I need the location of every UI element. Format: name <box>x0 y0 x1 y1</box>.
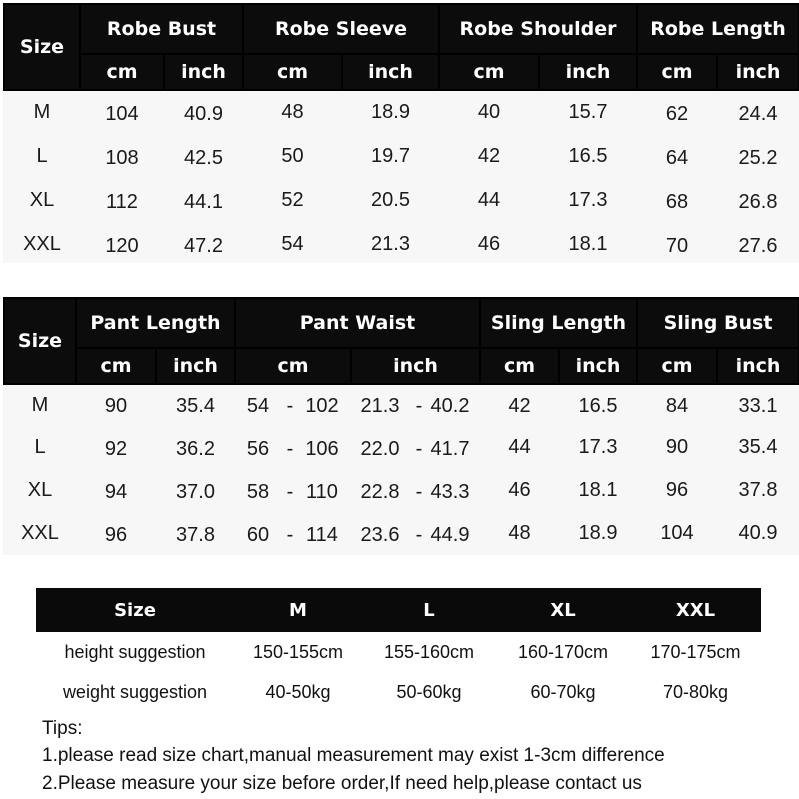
cell: 50-60kg <box>396 681 462 702</box>
table3-header-l: L <box>362 588 496 632</box>
cell: 54 <box>281 232 304 255</box>
cell: 21.3 <box>360 394 400 417</box>
cell: 96 <box>104 523 128 546</box>
cell: 18.9 <box>371 100 410 123</box>
cell: 37.8 <box>738 478 778 501</box>
cell: 27.6 <box>738 234 778 257</box>
cell: 18.9 <box>578 521 618 544</box>
table3-header-xxl: XXL <box>630 588 761 632</box>
tips-line: 1.please read size chart,manual measurement may exist 1-3cm difference <box>42 745 665 766</box>
cell: 155-160cm <box>383 641 475 662</box>
table2-unit-inch: inch <box>157 349 234 383</box>
cell: 22.0 <box>360 437 400 460</box>
cell: 35.4 <box>176 394 215 417</box>
cell: 110 <box>306 480 338 503</box>
cell: 64 <box>665 146 689 169</box>
table1-header-robe-sleeve: Robe Sleeve <box>244 5 438 53</box>
cell: 150-155cm <box>252 641 344 662</box>
cell: 62 <box>665 102 689 125</box>
range-dash: - <box>286 437 294 460</box>
cell: 42 <box>508 394 531 417</box>
range-dash: - <box>286 394 294 417</box>
table3-header-size: Size <box>36 588 234 632</box>
cell: 42.5 <box>184 146 223 169</box>
cell: 37.0 <box>176 480 215 503</box>
cell: 40.9 <box>184 102 223 125</box>
cell: 46 <box>508 478 531 501</box>
cell: 18.1 <box>578 478 618 501</box>
cell: 40.2 <box>430 394 470 417</box>
table2-header-sling-bust: Sling Bust <box>638 299 798 347</box>
range-dash: - <box>415 523 423 546</box>
cell: 114 <box>306 523 338 546</box>
table2-header-sling-length: Sling Length <box>481 299 636 347</box>
table2-size-header: Size <box>5 299 75 383</box>
table1-unit-cm: cm <box>244 55 341 89</box>
cell: 104 <box>105 102 139 125</box>
cell: 60-70kg <box>530 681 596 702</box>
table2-unit-cm: cm <box>481 349 558 383</box>
range-dash: - <box>415 437 423 460</box>
cell: 18.1 <box>568 232 608 255</box>
cell: 20.5 <box>371 188 410 211</box>
tips-title: Tips: <box>42 718 83 739</box>
cell: 48 <box>508 521 531 544</box>
table1-unit-cm: cm <box>81 55 163 89</box>
table2-unit-inch: inch <box>718 349 798 383</box>
cell: 44 <box>477 188 501 211</box>
cell: 70 <box>665 234 689 257</box>
cell: 54 <box>246 394 270 417</box>
table2-unit-inch: inch <box>352 349 479 383</box>
row-label: height suggestion <box>64 641 206 662</box>
table1-unit-cm: cm <box>440 55 538 89</box>
cell: 104 <box>660 521 694 544</box>
range-dash: - <box>286 480 294 503</box>
cell: 58 <box>246 480 270 503</box>
cell: 15.7 <box>568 100 608 123</box>
cell: 92 <box>104 437 128 460</box>
table1-header-robe-length: Robe Length <box>638 5 798 53</box>
row-size: L <box>34 435 46 458</box>
row-label: weight suggestion <box>62 681 208 702</box>
cell: 33.1 <box>738 394 778 417</box>
cell: 50 <box>281 144 304 167</box>
table1-unit-inch: inch <box>165 55 242 89</box>
cell: 40-50kg <box>265 681 331 702</box>
tips-line: 2.Please measure your size before order,If need help,please contact us <box>42 773 642 794</box>
cell: 68 <box>665 190 689 213</box>
cell: 23.6 <box>360 523 400 546</box>
table2-unit-cm: cm <box>77 349 155 383</box>
cell: 112 <box>106 190 138 213</box>
cell: 35.4 <box>738 435 778 458</box>
table1-header-robe-bust: Robe Bust <box>81 5 242 53</box>
row-size: L <box>36 144 48 167</box>
row-size: M <box>31 393 49 416</box>
range-dash: - <box>415 394 423 417</box>
cell: 36.2 <box>176 437 215 460</box>
table1-unit-inch: inch <box>718 55 798 89</box>
cell: 19.7 <box>371 144 410 167</box>
cell: 108 <box>105 146 139 169</box>
table1-unit-inch: inch <box>343 55 438 89</box>
cell: 44 <box>508 435 531 458</box>
cell: 102 <box>305 394 339 417</box>
range-dash: - <box>286 523 294 546</box>
range-dash: - <box>415 480 423 503</box>
cell: 48 <box>281 100 304 123</box>
cell: 106 <box>305 437 339 460</box>
cell: 40.9 <box>738 521 778 544</box>
cell: 94 <box>104 480 128 503</box>
cell: 84 <box>665 394 689 417</box>
cell: 22.8 <box>360 480 400 503</box>
cell: 120 <box>105 234 139 257</box>
cell: 90 <box>665 435 689 458</box>
cell: 90 <box>104 394 128 417</box>
cell: 170-175cm <box>650 641 741 662</box>
table2-header-pant-waist: Pant Waist <box>236 299 479 347</box>
table3-header-xl: XL <box>496 588 630 632</box>
cell: 44.9 <box>430 523 470 546</box>
table1-unit-inch: inch <box>540 55 636 89</box>
cell: 21.3 <box>371 232 410 255</box>
cell: 60 <box>246 523 270 546</box>
cell: 26.8 <box>738 190 778 213</box>
cell: 17.3 <box>568 188 608 211</box>
table2-unit-cm: cm <box>236 349 350 383</box>
cell: 46 <box>477 232 501 255</box>
table1-unit-cm: cm <box>638 55 716 89</box>
cell: 40 <box>477 100 501 123</box>
cell: 37.8 <box>176 523 215 546</box>
cell: 16.5 <box>568 144 608 167</box>
cell: 56 <box>246 437 270 460</box>
cell: 17.3 <box>578 435 618 458</box>
cell: 25.2 <box>738 146 778 169</box>
table2-header-pant-length: Pant Length <box>77 299 234 347</box>
table2-unit-inch: inch <box>560 349 636 383</box>
cell: 44.1 <box>184 190 223 213</box>
cell: 160-170cm <box>517 641 609 662</box>
cell: 96 <box>665 478 689 501</box>
table1-header-robe-shoulder: Robe Shoulder <box>440 5 636 53</box>
cell: 16.5 <box>578 394 618 417</box>
table1-size-header: Size <box>5 5 79 89</box>
table3-header-m: M <box>234 588 362 632</box>
cell: 70-80kg <box>662 681 729 702</box>
cell: 47.2 <box>184 234 223 257</box>
table2-unit-cm: cm <box>638 349 716 383</box>
row-size: XL <box>29 188 55 211</box>
cell: 43.3 <box>430 480 470 503</box>
row-size: XXL <box>23 232 61 255</box>
cell: 42 <box>477 144 501 167</box>
row-size: M <box>33 100 51 123</box>
row-size: XL <box>27 478 53 501</box>
cell: 52 <box>281 188 304 211</box>
cell: 24.4 <box>738 102 778 125</box>
row-size: XXL <box>21 521 59 544</box>
cell: 41.7 <box>430 437 470 460</box>
